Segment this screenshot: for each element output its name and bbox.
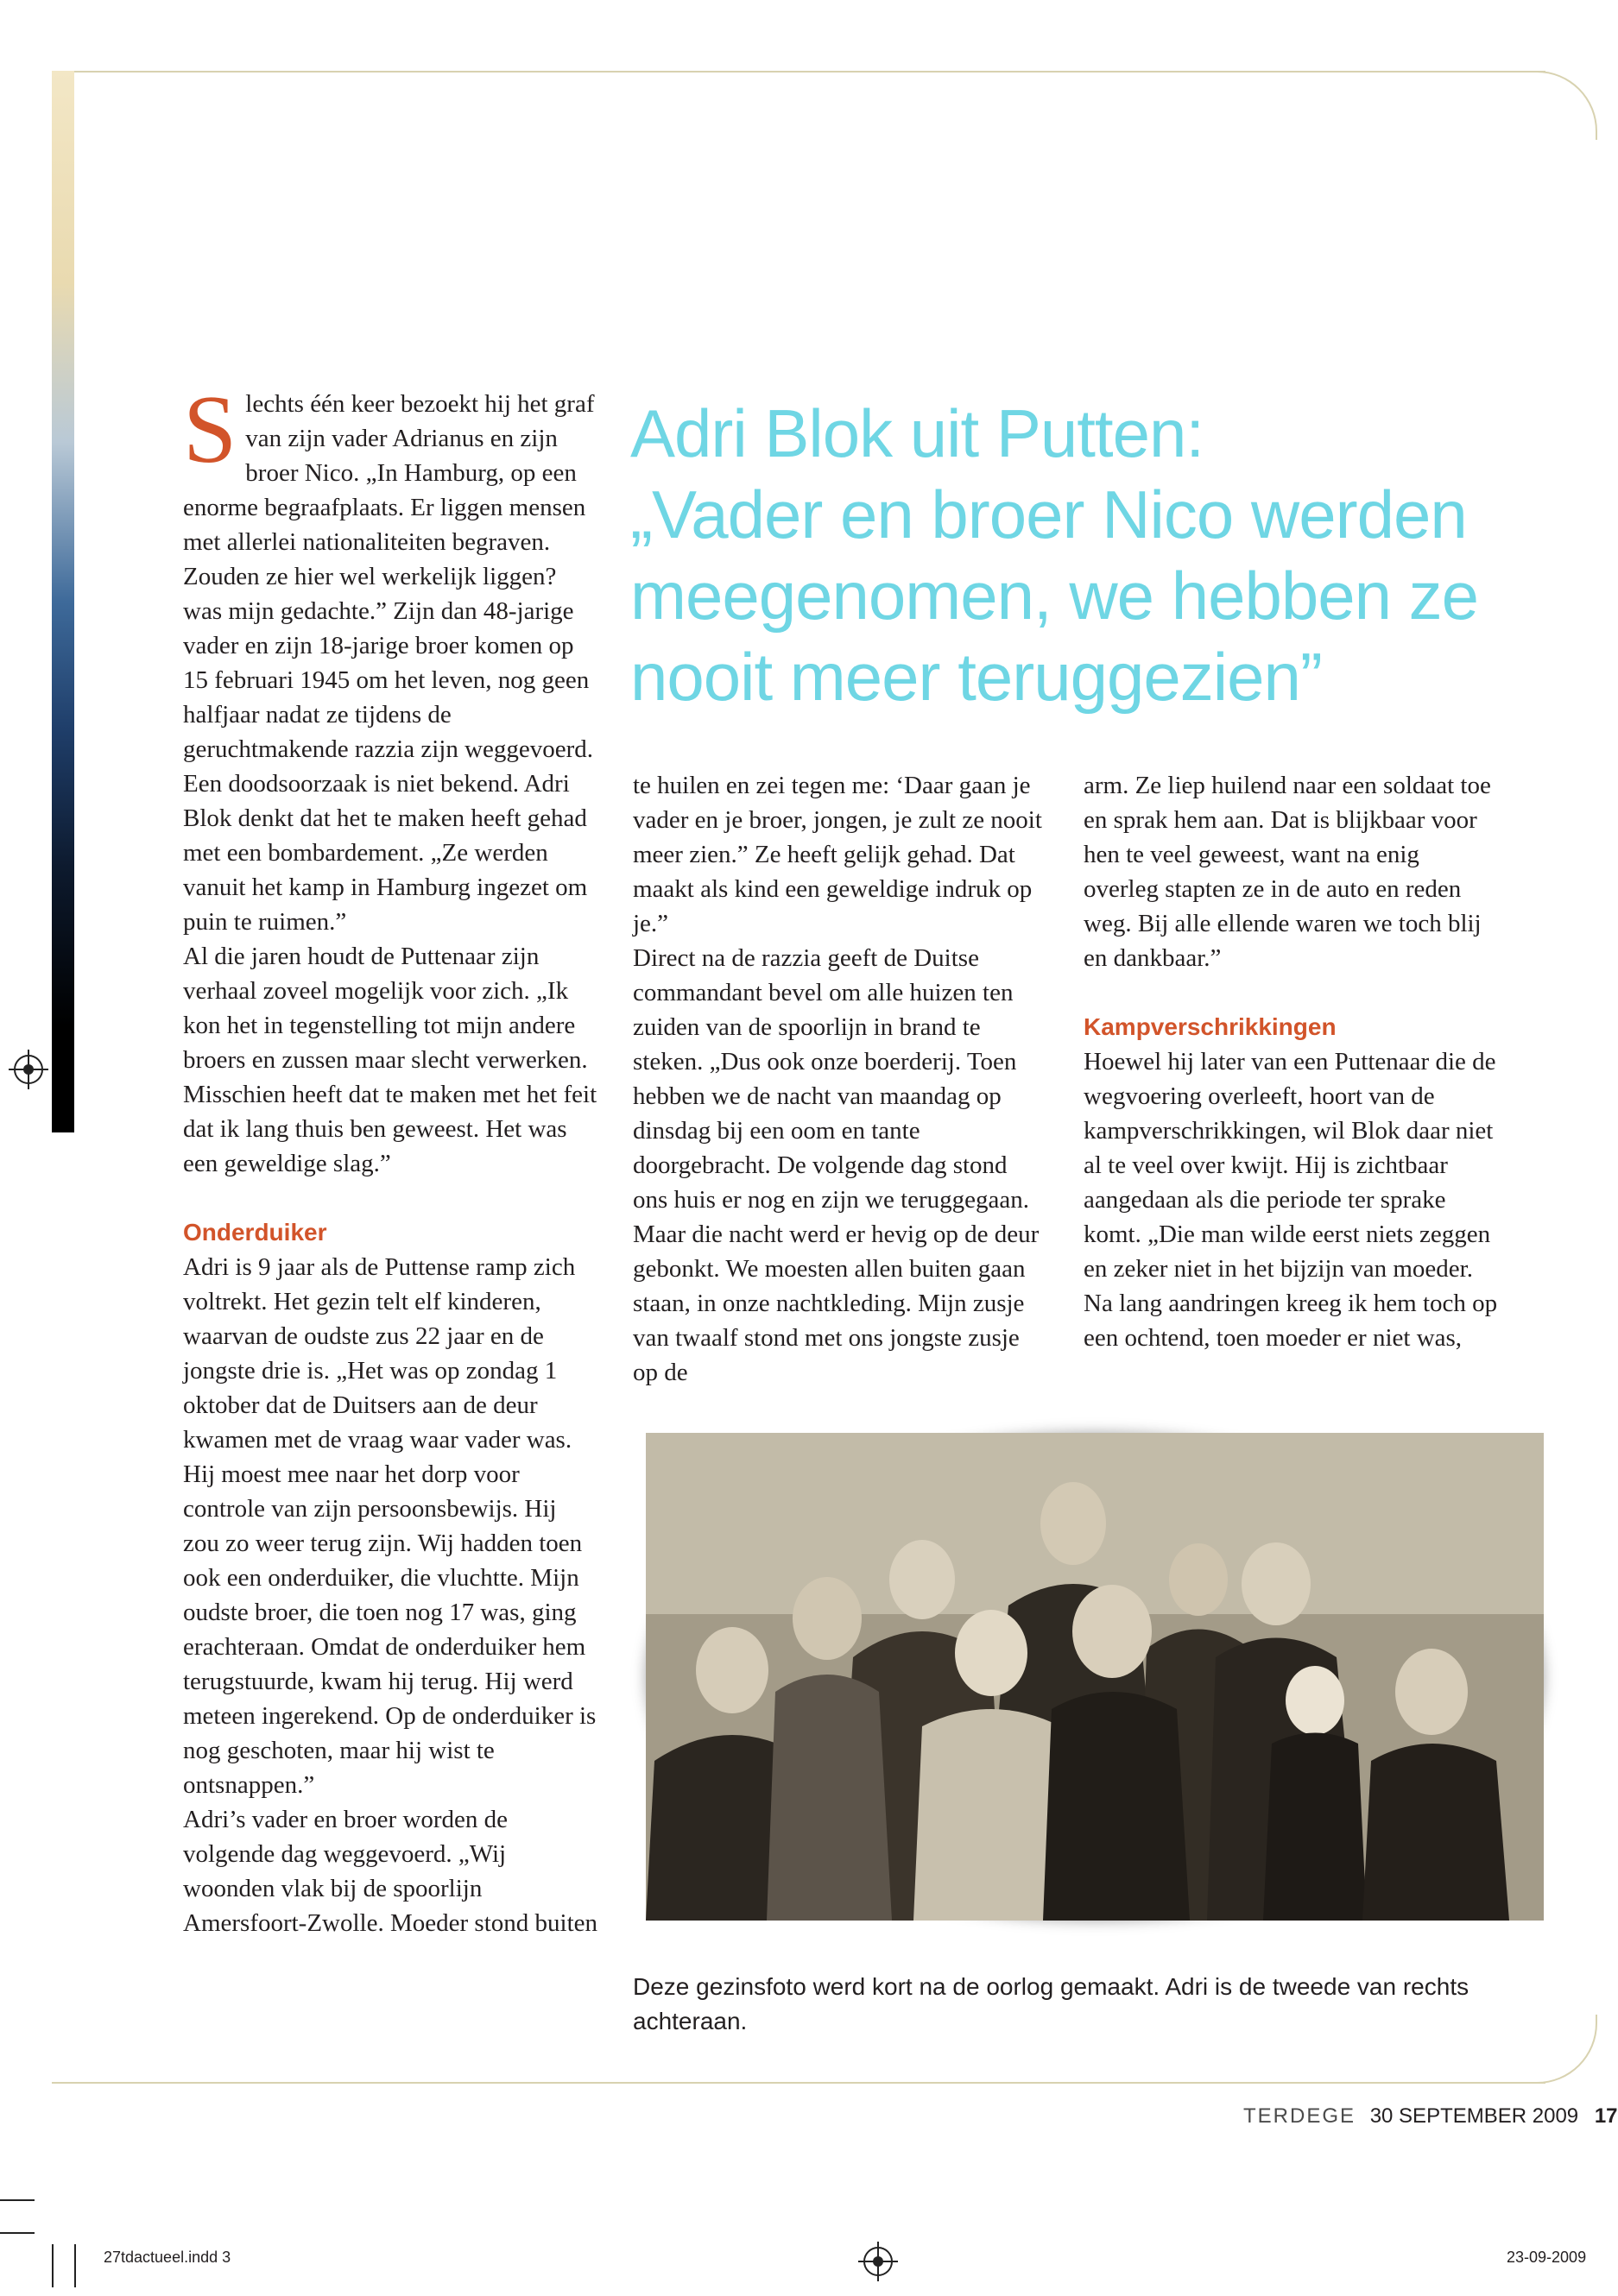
crop-mark [74,2244,76,2287]
registration-mark-icon [863,2247,893,2276]
article-column-3 [1084,768,1498,1355]
crop-mark [0,2232,35,2234]
article-headline [630,393,1545,717]
subheading-kampverschrikkingen: Kampverschrikkingen [1084,1013,1337,1040]
drop-cap: S [183,376,237,483]
page-number: 17 [1594,2104,1618,2128]
crop-mark [52,2244,54,2287]
family-photo [646,1433,1544,1921]
paragraph: Hoewel hij later van een Puttenaar die de wegvoering overleeft, hoort van de kampverschrikkingen, wil Blok daar niet al te veel over kwijt. Hij is zichtbaar aangedaan als die periode ter sprake komt. „Die man wilde eerst niets zeggen en zeker niet in het bijzijn van moeder. Na lang aandringen kreeg ik hem toch op een ochtend, toen moeder er niet was, [1084,1048,1498,1352]
paragraph: Direct na de razzia geeft de Duitse commandant bevel om alle huizen ten zuiden van de spoorlijn in brand te steken. „Dus ook onze boerderij. Toen hebben we de nacht van maandag op dinsdag bij een oom en tante doorgebracht. De volgende dag stond ons huis er nog en zijn we teruggegaan. Maar die nacht werd er hevig op de deur gebonkt. We moesten allen buiten gaan staan, in onze nachtkleding. Mijn zusje van twaalf stond met ons jongste zusje op de [633,944,1040,1386]
page-footer [1243,2104,1618,2129]
paragraph: Al die jaren houdt de Puttenaar zijn verhaal zoveel mogelijk voor zich. „Ik kon het in tegenstelling tot mijn andere broers en zussen maar slecht verwerken. Misschien heeft dat te maken met het feit dat ik lang thuis ben geweest. Het was een geweldige slag.” [183,943,597,1177]
issue-date: 30 SEPTEMBER 2009 [1369,2104,1579,2128]
frame-line-bottom [52,2082,1545,2084]
paragraph: arm. Ze liep huilend naar een soldaat toe en sprak hem aan. Dat is blijkbaar voor hen te veel geweest, want na enig overleg stapten ze in de auto en reden weg. Bij alle ellende waren we toch blij en dankbaar.” [1084,772,1491,972]
crop-mark [0,2199,35,2201]
headline-line: nooit meer teruggezien” [630,639,1322,715]
frame-corner-top-right [1528,71,1597,140]
frame-line-top [52,71,1545,73]
headline-line: meegenomen, we hebben ze [630,558,1479,634]
family-photo-illustration [646,1433,1544,1921]
photo-caption: Deze gezinsfoto werd kort na de oorlog gemaakt. Adri is de tweede van rechts achteraan. [633,1973,1469,2034]
paragraph: Adri is 9 jaar als de Puttense ramp zich voltrekt. Het gezin telt elf kinderen, waarvan de oudste zus 22 jaar en de jongste drie is. „Het was op zondag 1 oktober dat de Duitsers aan de deur kwamen met de vraag waar vader was. Hij moest mee naar het dorp voor controle van zijn persoonsbewijs. Hij zou zo weer terug zijn. Wij hadden toen ook een onderduiker, die vluchtte. Mijn oudste broer, die toen nog 17 was, ging erachteraan. Omdat de onderduiker hem terugstuurde, kwam hij terug. Hij werd meteen ingerekend. Op de onderduiker is nog geschoten, maar hij wist te ontsnappen.” [183,1253,597,1799]
article-column-1 [183,376,598,1940]
paragraph: te huilen en zei tegen me: ‘Daar gaan je vader en je broer, jongen, je zult ze nooit meer zien.” Ze heeft gelijk gehad. Dat maakt als kind een geweldige indruk op je.” [633,772,1042,937]
magazine-name: TERDEGE [1243,2104,1356,2128]
paragraph-text: lechts één keer bezoekt hij het graf van zijn vader Adrianus en zijn broer Nico. „In Hamburg, op een enorme begraafplaats. Er liggen mensen met allerlei nationaliteiten begraven. Zouden ze hier wel werkelijk liggen? was mijn gedachte.” Zijn dan 48-jarige vader en zijn 18-jarige broer komen op 15 februari 1945 om het leven, nog geen halfjaar nadat ze tijdens de geruchtmakende razzia zijn weggevoerd. Een doodsoorzaak is niet bekend. Adri Blok denkt dat het te maken heeft gehad met een bombardement. „Ze werden vanuit het kamp in Hamburg ingezet om puin te ruimen.” [183,390,595,936]
subheading-onderduiker: Onderduiker [183,1219,327,1246]
headline-line: Adri Blok uit Putten: [630,395,1204,471]
bleed-image-strip [52,71,74,1132]
slug-date: 23-09-2009 [1507,2249,1587,2266]
registration-mark-icon [14,1055,43,1084]
slug-filename: 27tdactueel.indd 3 [104,2249,231,2266]
article-column-2 [633,768,1047,1390]
headline-line: „Vader en broer Nico werden [630,476,1467,552]
paragraph [183,376,597,939]
paragraph: Adri’s vader en broer worden de volgende dag weggevoerd. „Wij woonden vlak bij de spoorlijn Amersfoort-Zwolle. Moeder stond buiten [183,1806,598,1937]
frame-corner-bottom-right [1528,2015,1597,2084]
